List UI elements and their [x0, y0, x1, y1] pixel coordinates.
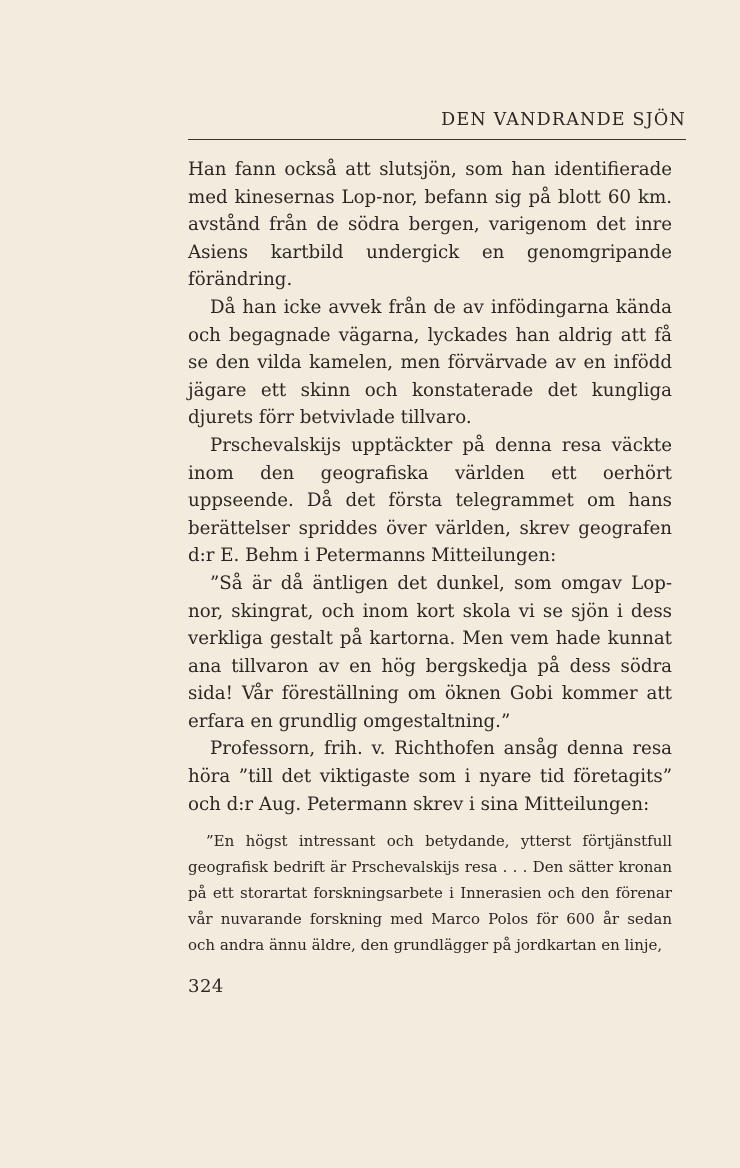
block-quote — [188, 828, 672, 958]
quote-text: ”En högst intressant och betydande, ytterst förtjänstfull geografisk bedrift är Prschevalskijs resa . . . Den sätter kronan på ett storartat forskningsarbete i Innerasien och den förenar vår nuvarande forskning med Marco Polos för 600 år sedan och andra ännu äldre, den grundlägger på jordkartan en linje, — [188, 832, 672, 954]
body-text — [188, 156, 672, 818]
paragraph-2: Då han icke avvek från de av infödingarna kända och begagnade vägarna, lyckades han aldrig att få se den vilda kamelen, men förvärvade av en infödd jägare ett skinn och konstaterade det kungliga djurets förr betvivlade tillvaro. — [188, 296, 672, 429]
paragraph-4: ”Så är då äntligen det dunkel, som omgav Lop-nor, skingrat, och inom kort skola vi se sjön i dess verkliga gestalt på kartorna. Men vem hade kunnat ana tillvaron av en hög bergskedja på dess södra sida! Vår föreställning om öknen Gobi kommer att erfara en grundlig omgestaltning.” — [188, 572, 672, 732]
page-number: 324 — [188, 976, 224, 997]
paragraph-5: Professorn, frih. v. Richthofen ansåg denna resa höra ”till det viktigaste som i nyare tid företagits” och d:r Aug. Petermann skrev i sina Mitteilungen: — [188, 738, 672, 815]
paragraph-1: Han fann också att slutsjön, som han identifierade med kinesernas Lop-nor, befann sig på blott 60 km. avstånd från de södra bergen, varigenom det inre Asiens kartbild undergick en genomgripande förändring. — [188, 159, 672, 291]
paragraph-3: Prschevalskijs upptäckter på denna resa väckte inom den geografiska världen ett oerhört uppseende. Då det första telegrammet om hans berättelser spriddes över världen, skrev geografen d:r E. Behm i Petermanns Mitteilungen: — [188, 434, 672, 567]
running-header: DEN VANDRANDE SJÖN — [441, 110, 686, 130]
header-rule — [188, 139, 686, 140]
